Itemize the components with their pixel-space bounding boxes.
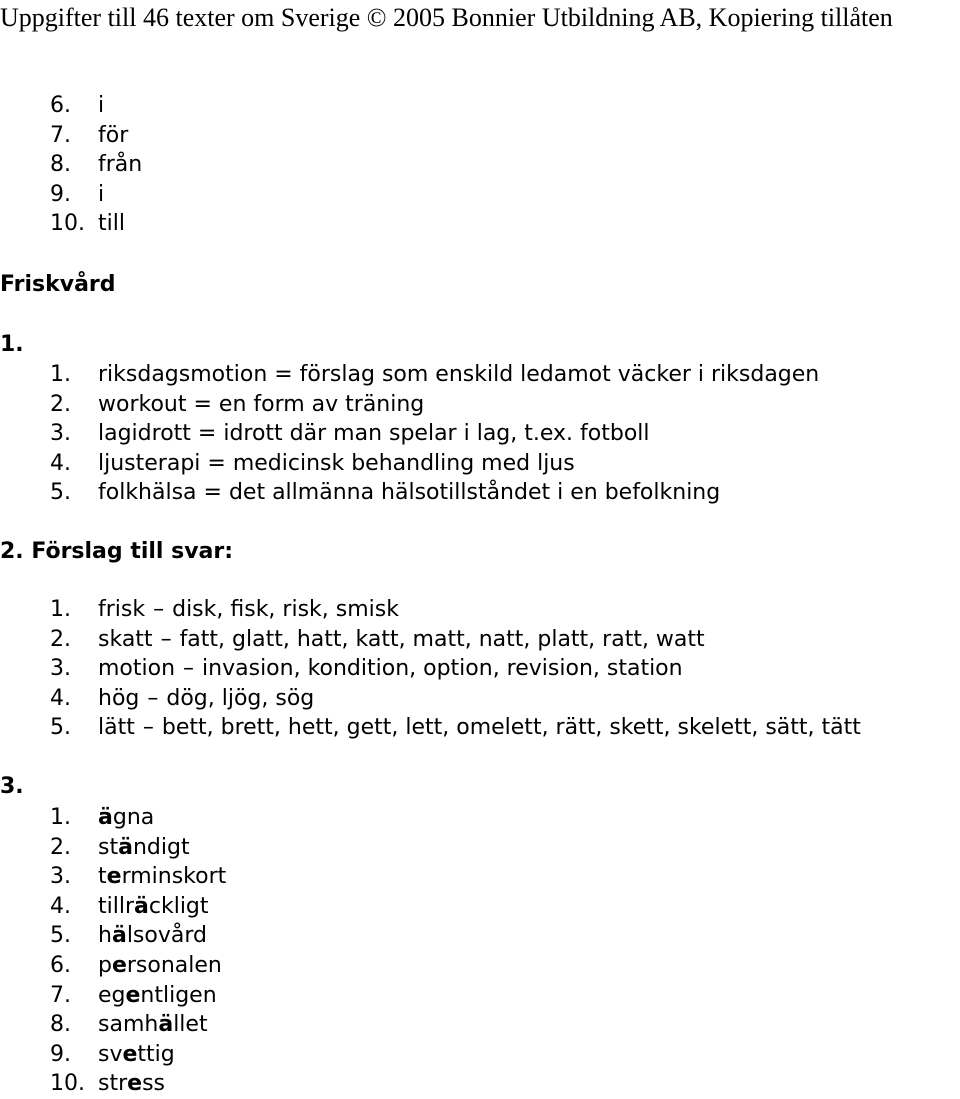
item-number: 3. <box>50 656 71 682</box>
item-number: 3. <box>50 421 71 447</box>
list-item <box>50 478 819 508</box>
question-1-label: 1. <box>0 332 24 357</box>
item-word: hög <box>98 685 140 711</box>
item-text: i <box>98 181 105 207</box>
item-text: folkhälsa = det allmänna hälsotillståndet i en befolkning <box>98 480 721 506</box>
stressed-vowel: e <box>127 1071 143 1097</box>
item-dash: – <box>183 656 195 682</box>
item-number: 1. <box>50 362 71 387</box>
list-item <box>50 1069 226 1099</box>
word-prefix: h <box>98 923 112 949</box>
list-item <box>50 209 142 239</box>
list-item <box>50 654 861 684</box>
word-suffix: ntligen <box>140 982 217 1008</box>
item-number: 5. <box>50 715 71 741</box>
item-number: 10. <box>50 211 85 237</box>
item-dash: – <box>160 626 172 652</box>
page-header: Uppgifter till 46 texter om Sverige © 2005 Bonnier Utbildning AB, Kopiering tillåten <box>0 3 893 32</box>
list-item <box>50 91 142 121</box>
item-rhymes: invasion, kondition, option, revision, station <box>202 656 683 682</box>
word-prefix: sv <box>98 1041 123 1067</box>
word-suffix: ss <box>142 1071 165 1097</box>
word-prefix: t <box>98 864 107 890</box>
word-prefix: st <box>98 834 119 860</box>
item-text: riksdagsmotion = förslag som enskild ledamot väcker i riksdagen <box>98 362 820 387</box>
word-suffix: gna <box>112 805 155 830</box>
stressed-vowel: ä <box>134 893 149 919</box>
item-number: 5. <box>50 480 71 506</box>
list-item <box>50 921 226 951</box>
list-item <box>50 1040 226 1070</box>
item-word: skatt <box>98 626 153 652</box>
stressed-vowel: ä <box>118 834 133 860</box>
item-number: 1. <box>50 597 71 622</box>
list-item <box>50 595 861 625</box>
word-suffix: ndigt <box>132 834 190 860</box>
item-text: lagidrott = idrott där man spelar i lag, t.ex. fotboll <box>98 421 650 447</box>
item-number: 8. <box>50 1012 71 1038</box>
item-text: ljusterapi = medicinsk behandling med ljus <box>98 450 575 476</box>
item-dash: – <box>142 715 154 741</box>
list-item <box>50 981 226 1011</box>
list-item <box>50 684 861 714</box>
list-item <box>50 180 142 210</box>
item-rhymes: fatt, glatt, hatt, katt, matt, natt, platt, ratt, watt <box>179 626 705 652</box>
stressed-vowel: e <box>125 982 141 1008</box>
item-rhymes: bett, brett, hett, gett, lett, omelett, rätt, skett, skelett, sätt, tätt <box>161 715 861 741</box>
item-rhymes: disk, fisk, risk, smisk <box>172 597 399 622</box>
item-number: 2. <box>50 626 71 652</box>
word-prefix: tillr <box>98 893 135 919</box>
list-item <box>50 360 819 390</box>
item-number: 2. <box>50 834 71 860</box>
word-suffix: ttig <box>137 1041 175 1067</box>
item-number: 10. <box>50 1071 85 1097</box>
word-suffix: rminskort <box>121 864 227 890</box>
word-suffix: ckligt <box>148 893 209 919</box>
item-number: 4. <box>50 450 71 476</box>
list-item <box>50 951 226 981</box>
item-number: 8. <box>50 152 71 178</box>
list-item <box>50 1010 226 1040</box>
stressed-vowel: e <box>106 864 122 890</box>
item-number: 7. <box>50 982 71 1008</box>
item-word: motion <box>98 656 176 682</box>
list-item <box>50 862 226 892</box>
item-word: lätt <box>98 715 135 741</box>
question-2-label: 2. Förslag till svar: <box>0 539 234 564</box>
list-item <box>50 419 819 449</box>
item-text: workout = en form av träning <box>98 391 425 417</box>
stressed-vowel: ä <box>111 923 127 949</box>
item-number: 7. <box>50 122 71 148</box>
list-item <box>50 803 226 833</box>
item-number: 6. <box>50 952 71 978</box>
word-suffix: lsovård <box>126 923 207 949</box>
question-1-list <box>50 360 819 508</box>
item-dash: – <box>153 597 165 622</box>
word-prefix: str <box>98 1071 128 1097</box>
stressed-vowel: e <box>111 952 127 978</box>
section-title: Friskvård <box>0 272 116 297</box>
item-text: för <box>98 122 129 148</box>
item-number: 6. <box>50 93 71 118</box>
word-suffix: rsonalen <box>126 952 222 978</box>
item-word: frisk <box>98 597 146 622</box>
item-text: i <box>98 93 105 118</box>
item-rhymes: dög, ljög, sög <box>166 685 315 711</box>
list-item <box>50 121 142 151</box>
list-item <box>50 892 226 922</box>
word-prefix: eg <box>98 982 126 1008</box>
list-item <box>50 713 861 743</box>
stressed-vowel: ä <box>98 805 113 830</box>
question-3-label: 3. <box>0 774 24 799</box>
item-number: 2. <box>50 391 71 417</box>
item-number: 9. <box>50 181 71 207</box>
word-prefix: samh <box>98 1012 159 1038</box>
item-text: från <box>98 152 143 178</box>
question-2-list <box>50 595 861 743</box>
list-item <box>50 833 226 863</box>
top-answer-list <box>50 91 142 239</box>
item-text: till <box>98 211 125 237</box>
question-3-list <box>50 803 226 1099</box>
item-number: 5. <box>50 923 71 949</box>
item-number: 9. <box>50 1041 71 1067</box>
list-item <box>50 449 819 479</box>
list-item <box>50 150 142 180</box>
item-number: 3. <box>50 864 71 890</box>
item-number: 1. <box>50 805 71 830</box>
item-number: 4. <box>50 685 71 711</box>
item-dash: – <box>147 685 159 711</box>
list-item <box>50 390 819 420</box>
stressed-vowel: ä <box>158 1012 174 1038</box>
word-suffix: llet <box>173 1012 208 1038</box>
stressed-vowel: e <box>122 1041 138 1067</box>
item-number: 4. <box>50 893 71 919</box>
word-prefix: p <box>98 952 112 978</box>
list-item <box>50 625 861 655</box>
